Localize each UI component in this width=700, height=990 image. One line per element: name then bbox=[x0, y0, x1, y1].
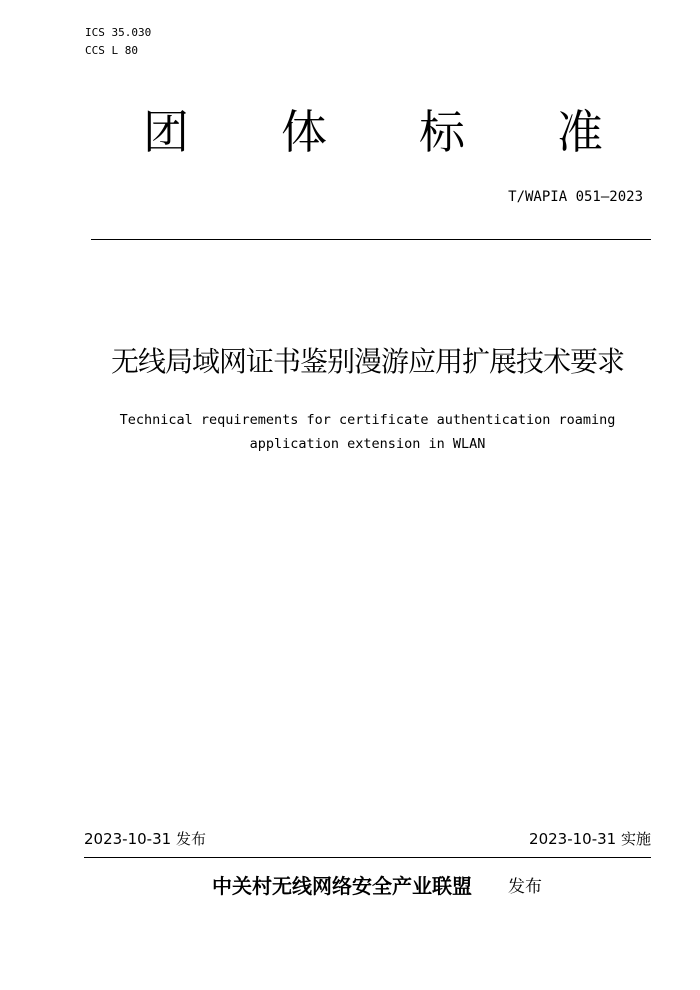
top-divider bbox=[91, 239, 651, 240]
chinese-title: 无线局域网证书鉴别漫游应用扩展技术要求 bbox=[110, 345, 624, 378]
standard-type-char: 标 bbox=[419, 105, 465, 159]
standard-type-char: 体 bbox=[281, 105, 327, 159]
ics-code: ICS 35.030 bbox=[85, 26, 152, 39]
standard-type-char: 团 bbox=[143, 105, 189, 159]
bottom-divider bbox=[84, 857, 651, 858]
publish-label: 发布 bbox=[508, 877, 542, 897]
ccs-code: CCS L 80 bbox=[85, 44, 138, 57]
english-title-line2: application extension in WLAN bbox=[249, 436, 486, 452]
implementation-date: 2023-10-31 实施 bbox=[529, 830, 651, 848]
standard-type-char: 准 bbox=[557, 105, 603, 159]
english-title-line1: Technical requirements for certificate authentication roaming bbox=[119, 412, 616, 428]
standard-number: T/WAPIA 051—2023 bbox=[508, 189, 643, 205]
issue-date: 2023-10-31 发布 bbox=[84, 830, 206, 848]
standard-type-heading bbox=[143, 102, 603, 162]
publisher-name: 中关村无线网络安全产业联盟 bbox=[212, 874, 472, 898]
